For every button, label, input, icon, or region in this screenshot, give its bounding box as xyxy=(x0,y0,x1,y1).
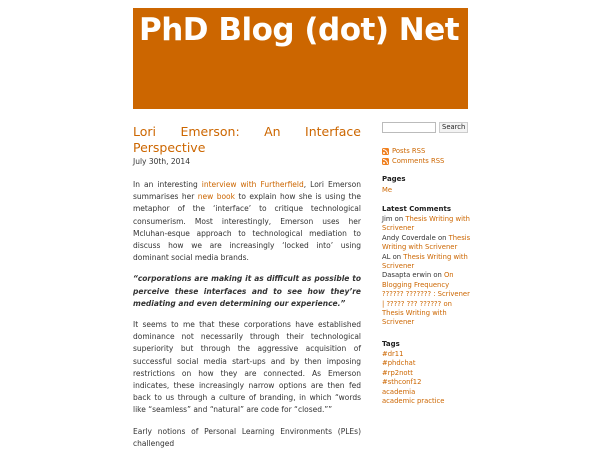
rss-icon xyxy=(382,148,389,155)
comment-post-link[interactable]: ?????? ??????? : Scrivener | ????? ??? ?????? on Thesis Writing with Scrivener xyxy=(382,290,470,327)
search-form xyxy=(382,122,472,133)
text: In an interesting xyxy=(133,180,202,189)
feeds xyxy=(382,146,472,166)
post-body xyxy=(133,179,361,450)
post-title-word[interactable]: Emerson: xyxy=(180,124,240,139)
feed-item[interactable] xyxy=(382,156,472,166)
comment-author: Andy Coverdale xyxy=(382,233,436,242)
tag-link[interactable]: #rp2nott xyxy=(382,368,413,377)
tag-link[interactable]: academia xyxy=(382,387,416,396)
post-title[interactable] xyxy=(133,124,361,156)
new-book-link[interactable]: new book xyxy=(197,192,235,202)
comment-item xyxy=(382,234,472,253)
paragraph xyxy=(133,179,361,264)
comment-on: on xyxy=(390,252,404,261)
tag-link[interactable]: #dr11 xyxy=(382,349,404,358)
pages-list xyxy=(382,186,472,194)
comments-heading: Latest Comments xyxy=(382,205,452,213)
post-title-word[interactable]: Lori xyxy=(133,124,157,139)
search-button[interactable]: Search xyxy=(439,122,468,133)
comments-rss-link[interactable]: Comments RSS xyxy=(392,157,445,165)
interview-link[interactable]: interview with Furtherfield xyxy=(201,180,304,189)
post-date: July 30th, 2014 xyxy=(133,157,190,166)
tags-heading: Tags xyxy=(382,339,400,348)
tag-link[interactable]: academic practice xyxy=(382,396,445,405)
search-input[interactable] xyxy=(382,122,436,133)
comment-post-link[interactable]: On Blogging Frequency xyxy=(382,271,454,289)
post-title-word[interactable]: An xyxy=(264,124,281,139)
text: , Lori Emerson summarises her xyxy=(133,180,361,202)
comment-on: on xyxy=(435,233,449,242)
comment-author: Dasapta erwin xyxy=(382,271,432,280)
comment-item xyxy=(382,215,472,234)
rss-icon xyxy=(382,158,389,165)
site-header[interactable] xyxy=(133,8,468,109)
text: to explain how she is using the metaphor of the ‘interface’ to critique technological consumerism. Most interestingly, Emerson uses her Mcluhan-esque approach to technological mediation to discuss how we are increasingly ‘locked into’ using dominant social media brands. xyxy=(133,192,361,263)
feed-item[interactable] xyxy=(382,146,472,156)
sidebar xyxy=(382,122,472,406)
comments-list xyxy=(382,215,472,328)
comment-post-link[interactable]: Thesis Writing with Scrivener xyxy=(382,252,468,271)
comment-author: AL xyxy=(382,252,391,261)
page-link-me[interactable]: Me xyxy=(382,186,393,194)
comment-on: on xyxy=(431,271,444,280)
posts-rss-link[interactable]: Posts RSS xyxy=(392,147,426,155)
paragraph: Early notions of Personal Learning Environments (PLEs) challenged xyxy=(133,426,361,448)
comment-item xyxy=(382,290,472,328)
comment-author: Jim xyxy=(382,215,393,223)
comment-on: on xyxy=(392,215,406,223)
post-title-word[interactable]: Perspective xyxy=(133,140,206,155)
comment-item xyxy=(382,253,472,272)
site-title[interactable]: PhD Blog (dot) Net xyxy=(139,12,460,48)
comment-post-link[interactable]: Thesis Writing with Scrivener xyxy=(382,233,471,252)
paragraph: It seems to me that these corporations have established dominance not necessarily through their technological superiority but through the aggressive acquisition of successful social media start-ups and by then imposing restrictions on how they are connected. As Emerson indicates, these increasingly narrow options are then fed back to us through a culture of branding, in which “words like “seamless” and “natural” are code for “closed.”” xyxy=(133,320,361,415)
tag-link[interactable]: #phdchat xyxy=(382,359,416,368)
post-title-word[interactable]: Interface xyxy=(305,124,361,139)
comment-post-link[interactable]: Thesis Writing with Scrivener xyxy=(382,215,470,233)
tag-link[interactable]: #sthconf12 xyxy=(382,378,422,387)
comment-item xyxy=(382,271,472,290)
tags-list xyxy=(382,350,472,406)
blockquote: “corporations are making it as difficult as possible to perceive these interfaces and to see how they’re mediating and even determining our experience.” xyxy=(133,274,361,308)
post xyxy=(133,124,361,459)
pages-heading: Pages xyxy=(382,175,406,183)
